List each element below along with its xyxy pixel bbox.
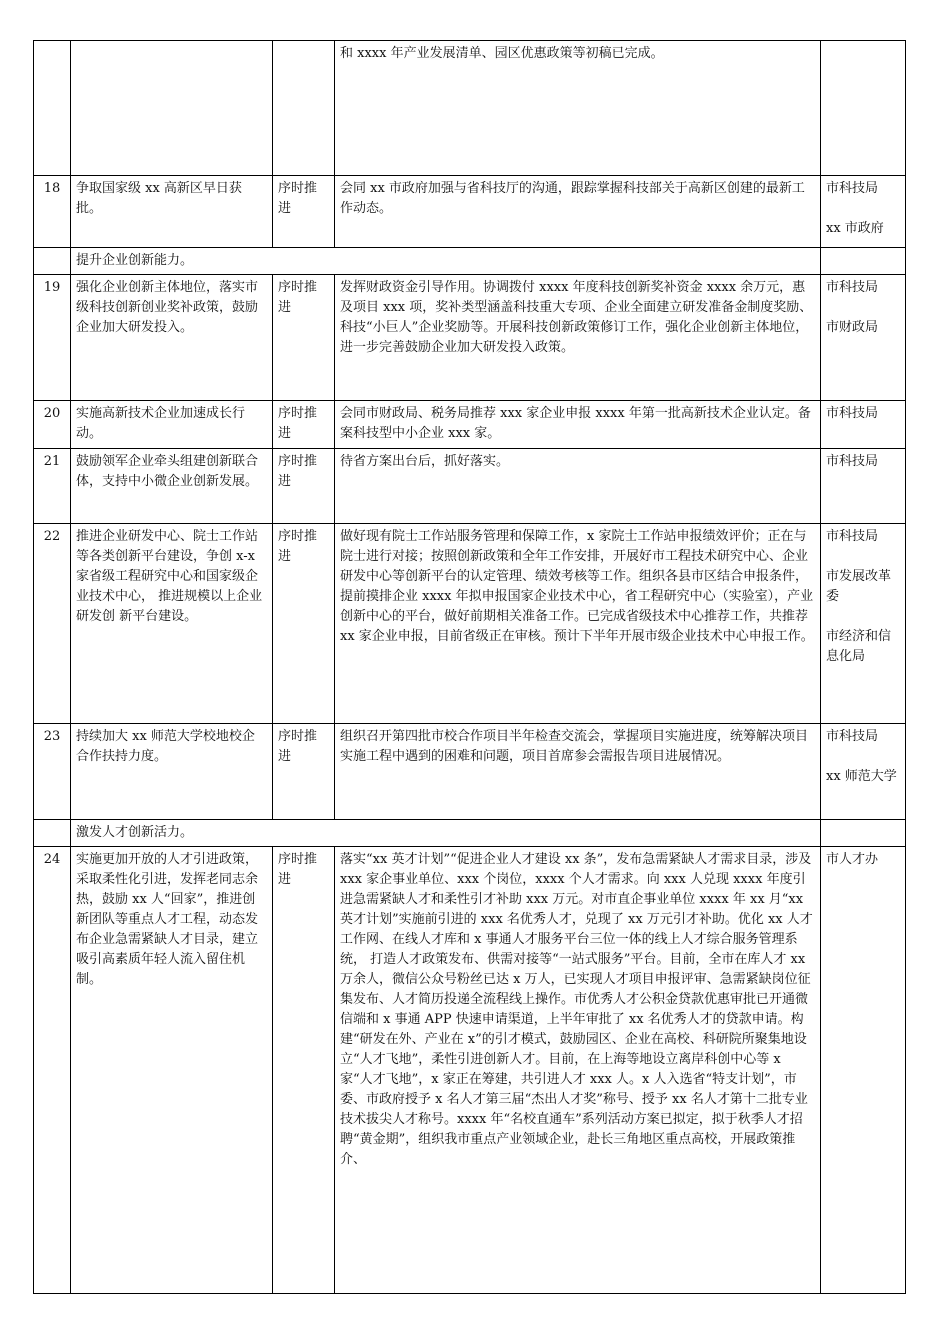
- dept-cell: [821, 41, 906, 176]
- progress-cell: 和 xxxx 年产业发展清单、园区优惠政策等初稿已完成。: [335, 41, 821, 176]
- mode-cell: 序时推进: [273, 176, 335, 248]
- progress-cell: 会同市财政局、税务局推荐 xxx 家企业申报 xxxx 年第一批高新技术企业认定。备案科技型中小企业 xxx 家。: [335, 401, 821, 449]
- dept-cell: [821, 524, 906, 724]
- mode-cell: 序时推进: [273, 524, 335, 724]
- task-cell: 争取国家级 xx 高新区早日获批。: [71, 176, 273, 248]
- dept-name: 市科技局: [826, 406, 879, 421]
- row-number: [34, 41, 71, 176]
- mode-cell: 序时推进: [273, 724, 335, 820]
- table-row-continued: [34, 41, 906, 176]
- mode-cell: [273, 41, 335, 176]
- dept-name: 市财政局: [826, 320, 879, 335]
- task-cell: 推进企业研发中心、院士工作站等各类创新平台建设，争创 x-x 家省级工程研究中心和国家级企业技术中心， 推进规模以上企业研发创 新平台建设。: [71, 524, 273, 724]
- dept-name: xx 师范大学: [826, 769, 897, 784]
- dept-name: 市人才办: [826, 852, 879, 867]
- mode-cell: 序时推进: [273, 449, 335, 524]
- progress-cell: 做好现有院士工作站服务管理和保障工作，x 家院士工作站申报绩效评价；正在与院士进行对接；按照创新政策和全年工作安排，开展好市工程技术研究中心、企业研发中心等创新平台的认定管理、绩效考核等工作。组织各县市区结合申报条件，提前摸排企业 xxxx 年拟申报国家企业技术中心，省工程研究中心（实验室），产业创新中心的平台，做好前期相关准备工作。已完成省级技术中心推荐工作，共推荐 xx 家企业申报，目前省级正在审核。预计下半年开展市级企业技术中心申报工作。: [335, 524, 821, 724]
- progress-cell: 发挥财政资金引导作用。协调拨付 xxxx 年度科技创新奖补资金 xxxx 余万元，惠及项目 xxx 项，奖补类型涵盖科技重大专项、企业全面建立研发准备金制度奖励、科技“小巨人”企业奖励等。开展科技创新政策修订工作，强化企业创新主体地位，进一步完善鼓励企业加大研发投入政策。: [335, 275, 821, 401]
- dept-name: 市科技局: [826, 454, 879, 469]
- section-heading: 提升企业创新能力。: [71, 248, 821, 275]
- table-row-19: [34, 275, 906, 401]
- task-cell: 鼓励领军企业牵头组建创新联合体，支持中小微企业创新发展。: [71, 449, 273, 524]
- table-row-22: [34, 524, 906, 724]
- mode-cell: 序时推进: [273, 847, 335, 1294]
- table-row-24: [34, 847, 906, 1294]
- row-number: 20: [34, 401, 71, 449]
- dept-name: 市发展改革委: [826, 569, 892, 604]
- dept-name: 市科技局: [826, 529, 879, 544]
- section-row-talent-innovation: [34, 820, 906, 847]
- work-progress-table: [33, 40, 906, 1294]
- task-cell: 实施高新技术企业加速成长行动。: [71, 401, 273, 449]
- dept-name: 市经济和信息化局: [826, 629, 892, 664]
- mode-cell: 序时推进: [273, 275, 335, 401]
- section-row-enterprise-innovation: [34, 248, 906, 275]
- progress-cell: 组织召开第四批市校合作项目半年检查交流会，掌握项目实施进度，统筹解决项目实施工程中遇到的困难和问题，项目首席参会需报告项目进展情况。: [335, 724, 821, 820]
- dept-cell: [821, 724, 906, 820]
- task-cell: 持续加大 xx 师范大学校地校企合作扶持力度。: [71, 724, 273, 820]
- progress-cell: 待省方案出台后，抓好落实。: [335, 449, 821, 524]
- dept-cell: [821, 449, 906, 524]
- dept-cell: [821, 176, 906, 248]
- dept-name: 市科技局: [826, 181, 879, 196]
- table-row-18: [34, 176, 906, 248]
- dept-name: 市科技局: [826, 280, 879, 295]
- progress-cell: 会同 xx 市政府加强与省科技厅的沟通，跟踪掌握科技部关于高新区创建的最新工作动态。: [335, 176, 821, 248]
- dept-cell: [821, 847, 906, 1294]
- table-row-21: [34, 449, 906, 524]
- section-heading: 激发人才创新活力。: [71, 820, 821, 847]
- task-cell: 强化企业创新主体地位，落实市级科技创新创业奖补政策，鼓励企业加大研发投入。: [71, 275, 273, 401]
- row-number: 24: [34, 847, 71, 1294]
- mode-cell: 序时推进: [273, 401, 335, 449]
- row-number: 21: [34, 449, 71, 524]
- dept-name: 市科技局: [826, 729, 879, 744]
- dept-name: xx 市政府: [826, 221, 884, 236]
- row-number: 23: [34, 724, 71, 820]
- row-number: 22: [34, 524, 71, 724]
- table-row-20: [34, 401, 906, 449]
- row-number: 19: [34, 275, 71, 401]
- task-cell: 实施更加开放的人才引进政策，采取柔性化引进，发挥老同志余热，鼓励 xx 人“回家”，推进创新团队等重点人才工程，动态发布企业急需紧缺人才目录，建立吸引高素质年轻人流入留住机制。: [71, 847, 273, 1294]
- dept-cell: [821, 275, 906, 401]
- task-cell: [71, 41, 273, 176]
- dept-cell: [821, 401, 906, 449]
- progress-cell: 落实“xx 英才计划”“促进企业人才建设 xx 条”，发布急需紧缺人才需求目录，涉及 xxx 家企事业单位、xxx 个岗位，xxxx 个人才需求。向 xxx 人兑现 xxxx 年度引进急需紧缺人才和柔性引才补助 xxx 万元。对市直企事业单位 xxxx 年 xx 月“xx 英才计划”实施前引进的 xxx 名优秀人才，兑现了 xx 万元引才补助。优化 xx 人才工作网、在线人才库和 x 事通人才服务平台三位一体的线上人才综合服务管理系统， 打造人才政策发布、供需对接等“一站式服务”平台。目前，全市在库人才 xx 万余人，微信公众号粉丝已达 x 万人，已实现人才项目申报评审、急需紧缺岗位征集发布、人才简历投递全流程线上操作。市优秀人才公积金贷款优惠审批已开通微信端和 x 事通 APP 快速申请渠道，上半年审批了 xx 名优秀人才的贷款申请。构建“研发在外、产业在 x”的引才模式，鼓励园区、企业在高校、科研院所聚集地设立“人才飞地”，柔性引进创新人才。目前，在上海等地设立离岸科创中心等 x 家“人才飞地”，x 家正在筹建，共引进人才 xxx 人。x 人入选省“特支计划”，市委、市政府授予 x 名人才第三届“杰出人才奖”称号、授予 xx 名人才第十二批专业技术拔尖人才称号。xxxx 年“名校直通车”系列活动方案已拟定，拟于秋季人才招聘“黄金期”，组织我市重点产业领域企业，赴长三角地区重点高校，开展政策推介、: [335, 847, 821, 1294]
- table-row-23: [34, 724, 906, 820]
- row-number: 18: [34, 176, 71, 248]
